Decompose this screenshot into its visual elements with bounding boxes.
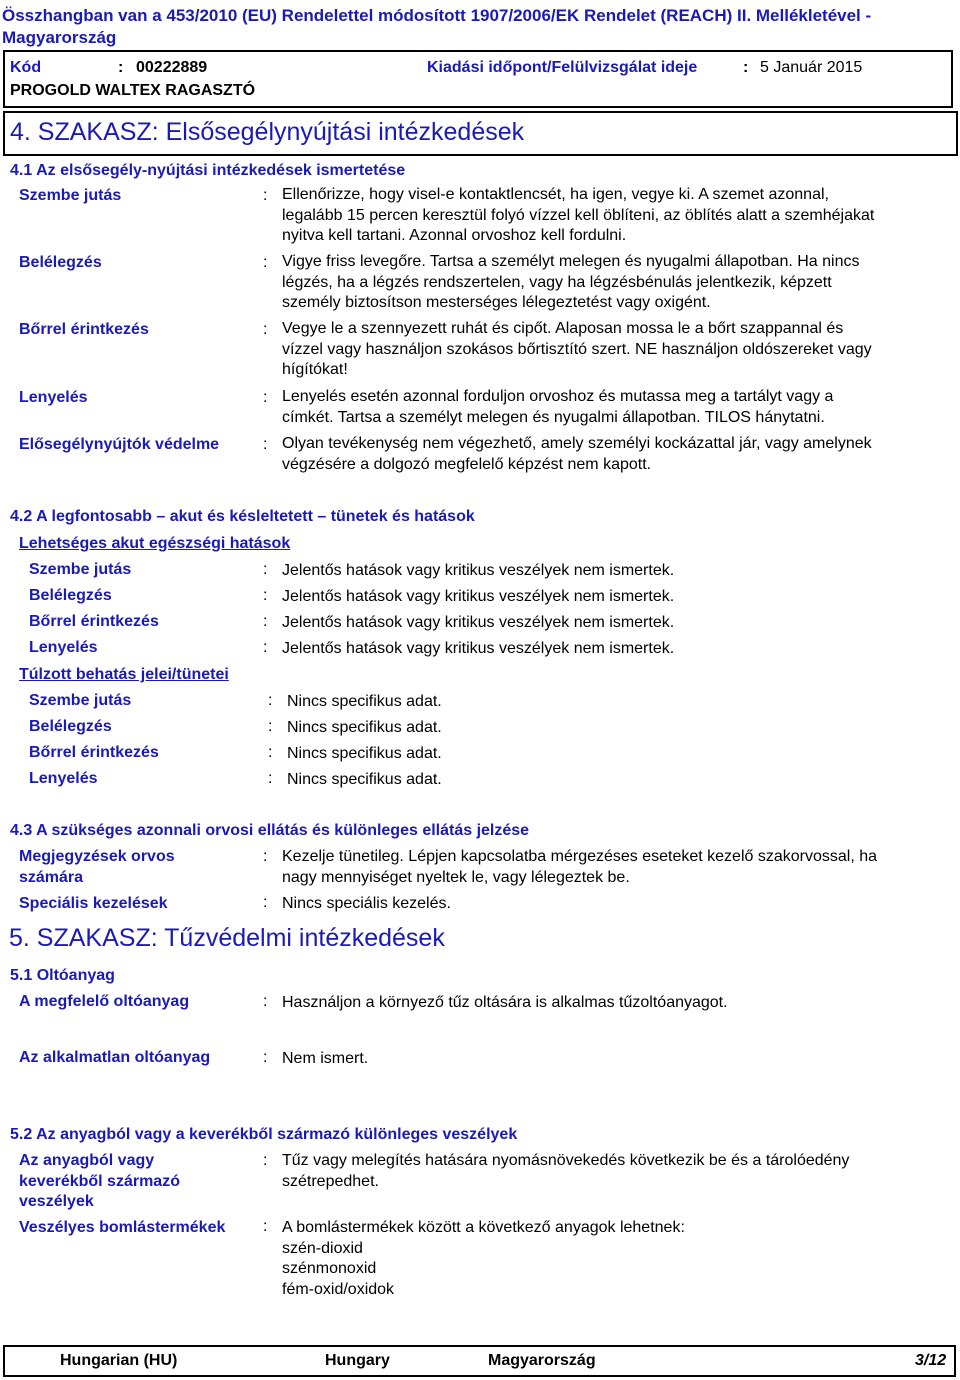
section-4-3-title: 4.3 A szükséges azonnali orvosi ellátás és különleges ellátás jelzése: [10, 822, 530, 839]
colon: :: [263, 1152, 268, 1169]
section-4-2-title: 4.2 A legfontosabb – akut és késleltetett – tünetek és hatások: [10, 508, 475, 525]
row-value: Jelentős hatások vagy kritikus veszélyek nem ismertek.: [282, 614, 675, 631]
value-line: Olyan tevékenység nem végezhető, amely személyi kockázattal jár, vagy amelynek: [282, 435, 872, 452]
colon: :: [263, 1049, 268, 1066]
colon: :: [263, 389, 268, 406]
section-4-title: 4. SZAKASZ: Elsősegélynyújtási intézkedések: [10, 118, 525, 146]
value-line: Lenyelés esetén azonnal forduljon orvoshoz és mutassa meg a tartályt vagy a: [282, 388, 834, 405]
colon: :: [263, 587, 268, 604]
value-line: fém-oxid/oxidok: [282, 1280, 395, 1298]
product-name: PROGOLD WALTEX RAGASZTÓ: [10, 82, 256, 99]
row-value: [282, 894, 451, 915]
label-line: Veszélyes bomlástermékek: [19, 1219, 226, 1236]
value-line: szén-dioxid: [282, 1239, 363, 1257]
issue-date-colon: :: [743, 59, 749, 76]
value-line: Tűz vagy melegítés hatására nyomásnövekedés következik be és a tárolóedény: [282, 1152, 850, 1169]
value-line: szénmonoxid: [282, 1260, 377, 1277]
label-line: Speciális kezelések: [19, 895, 168, 912]
row-value: [282, 252, 859, 314]
value-line: légzés, ha a légzés rendszertelen, vagy ha légzésbénulás jelentkezik, képzett: [282, 273, 832, 291]
row-value: [282, 434, 872, 475]
colon: :: [263, 894, 268, 911]
row-value: [282, 387, 833, 428]
section-5-1-title: 5.1 Oltóanyag: [10, 967, 115, 984]
row-label: Szembe jutás: [19, 187, 122, 204]
label-line: Megjegyzések orvos: [19, 848, 175, 865]
row-label: Elősegélynyújtók védelme: [19, 436, 220, 453]
issue-date-value: 5 Január 2015: [760, 59, 863, 76]
row-value: Használjon a környező tűz oltására is alkalmas tűzoltóanyagot.: [282, 994, 728, 1011]
colon: :: [268, 770, 273, 787]
overexposure-title: Túlzott behatás jelei/tünetei: [19, 666, 229, 683]
row-label: [19, 1151, 180, 1213]
row-label: [19, 894, 168, 915]
colon: :: [263, 561, 268, 578]
colon: :: [263, 1218, 268, 1235]
colon: :: [263, 613, 268, 630]
value-line: A bomlástermékek között a következő anyagok lehetnek:: [282, 1219, 685, 1236]
label-line: veszélyek: [19, 1193, 94, 1210]
row-value: Jelentős hatások vagy kritikus veszélyek nem ismertek.: [282, 562, 675, 579]
row-value: Jelentős hatások vagy kritikus veszélyek nem ismertek.: [282, 588, 675, 605]
acute-effects-title: Lehetséges akut egészségi hatások: [19, 535, 291, 552]
value-line: vízzel vagy használjon szokásos bőrtisztító szert. NE használjon oldószereket vagy: [282, 340, 872, 358]
colon: :: [263, 321, 268, 338]
value-line: Vegye le a szennyezett ruhát és cipőt. Alaposan mossa le a bőrt szappannal és: [282, 320, 844, 337]
value-line: Vigye friss levegőre. Tartsa a személyt melegen és nyugalmi állapotban. Ha nincs: [282, 253, 860, 270]
footer-language: Hungarian (HU): [60, 1352, 178, 1369]
row-value: [282, 1218, 685, 1300]
row-label: [19, 1218, 225, 1239]
colon: :: [268, 692, 273, 709]
row-value: Nincs specifikus adat.: [287, 745, 442, 762]
row-label: Lenyelés: [19, 389, 88, 406]
row-label: Belélegzés: [29, 718, 112, 735]
value-line: címkét. Tartsa a személyt melegen és nyugalmi állapotban. TILOS hánytatni.: [282, 408, 825, 426]
issue-date-label: Kiadási időpont/Felülvizsgálat ideje: [427, 59, 698, 76]
value-line: hígítókat!: [282, 361, 348, 378]
value-line: személy biztosítson mesterséges lélegeztetést vagy oxigént.: [282, 294, 711, 311]
row-label: Belélegzés: [19, 254, 102, 271]
label-line: keverékből származó: [19, 1172, 180, 1190]
row-value: Nincs specifikus adat.: [287, 693, 442, 710]
row-value: Nincs specifikus adat.: [287, 771, 442, 788]
colon: :: [268, 718, 273, 735]
row-label: Bőrrel érintkezés: [29, 613, 159, 630]
row-label: A megfelelő oltóanyag: [19, 993, 190, 1010]
row-value: [282, 1151, 849, 1192]
row-label: Szembe jutás: [29, 561, 132, 578]
row-value: Jelentős hatások vagy kritikus veszélyek nem ismertek.: [282, 640, 675, 657]
code-label: Kód: [10, 59, 42, 76]
value-line: szétrepedhet.: [282, 1172, 379, 1190]
footer-country: Hungary: [325, 1352, 390, 1369]
colon: :: [263, 187, 268, 204]
colon: :: [263, 639, 268, 656]
colon: :: [263, 848, 268, 865]
row-label: [19, 847, 175, 888]
row-value: Nincs specifikus adat.: [287, 719, 442, 736]
colon: :: [263, 254, 268, 271]
value-line: nyitva kell tartani. Azonnal orvoshoz kell fordulni.: [282, 227, 627, 244]
row-value: [282, 185, 874, 247]
value-line: végzésére a dolgozó megfelelő képzést nem kapott.: [282, 455, 652, 473]
section-5-2-title: 5.2 Az anyagból vagy a keverékből származó különleges veszélyek: [10, 1126, 518, 1143]
row-value: [282, 847, 877, 888]
section-4-1-title: 4.1 Az elsősegély-nyújtási intézkedések ismertetése: [10, 162, 406, 179]
section-5-title: 5. SZAKASZ: Tűzvédelmi intézkedések: [9, 924, 445, 952]
row-label: Lenyelés: [29, 639, 98, 656]
row-label: Bőrrel érintkezés: [29, 744, 159, 761]
regulation-title: Összhangban van a 453/2010 (EU) Rendelettel módosított 1907/2006/EK Rendelet (REACH) II. Mellékletével - Magyarország: [2, 6, 872, 47]
row-label: Szembe jutás: [29, 692, 132, 709]
row-label: Az alkalmatlan oltóanyag: [19, 1049, 211, 1066]
label-line: számára: [19, 868, 84, 886]
value-line: Ellenőrizze, hogy visel-e kontaktlencsét, ha igen, vegye ki. A szemet azonnal,: [282, 186, 829, 203]
code-value: 00222889: [136, 59, 208, 76]
row-label: Bőrrel érintkezés: [19, 321, 149, 338]
value-line: Nincs speciális kezelés.: [282, 895, 451, 912]
value-line: Kezelje tünetileg. Lépjen kapcsolatba mérgezéses eseteket kezelő szakorvossal, ha: [282, 848, 878, 865]
value-line: nagy mennyiséget nyeltek le, vagy lélegeztek be.: [282, 868, 630, 886]
row-value: Nem ismert.: [282, 1050, 369, 1067]
row-label: Lenyelés: [29, 770, 98, 787]
colon: :: [263, 993, 268, 1010]
label-line: Az anyagból vagy: [19, 1152, 155, 1169]
footer-country-local: Magyarország: [488, 1352, 596, 1369]
code-colon: :: [118, 59, 124, 76]
row-label: Belélegzés: [29, 587, 112, 604]
colon: :: [268, 744, 273, 761]
colon: :: [263, 436, 268, 453]
row-value: [282, 319, 872, 381]
footer-page-number: 3/12: [915, 1352, 947, 1369]
value-line: legalább 15 percen keresztül folyó vízzel kell öblíteni, az öblítés alatt a szemhéjakat: [282, 206, 875, 224]
